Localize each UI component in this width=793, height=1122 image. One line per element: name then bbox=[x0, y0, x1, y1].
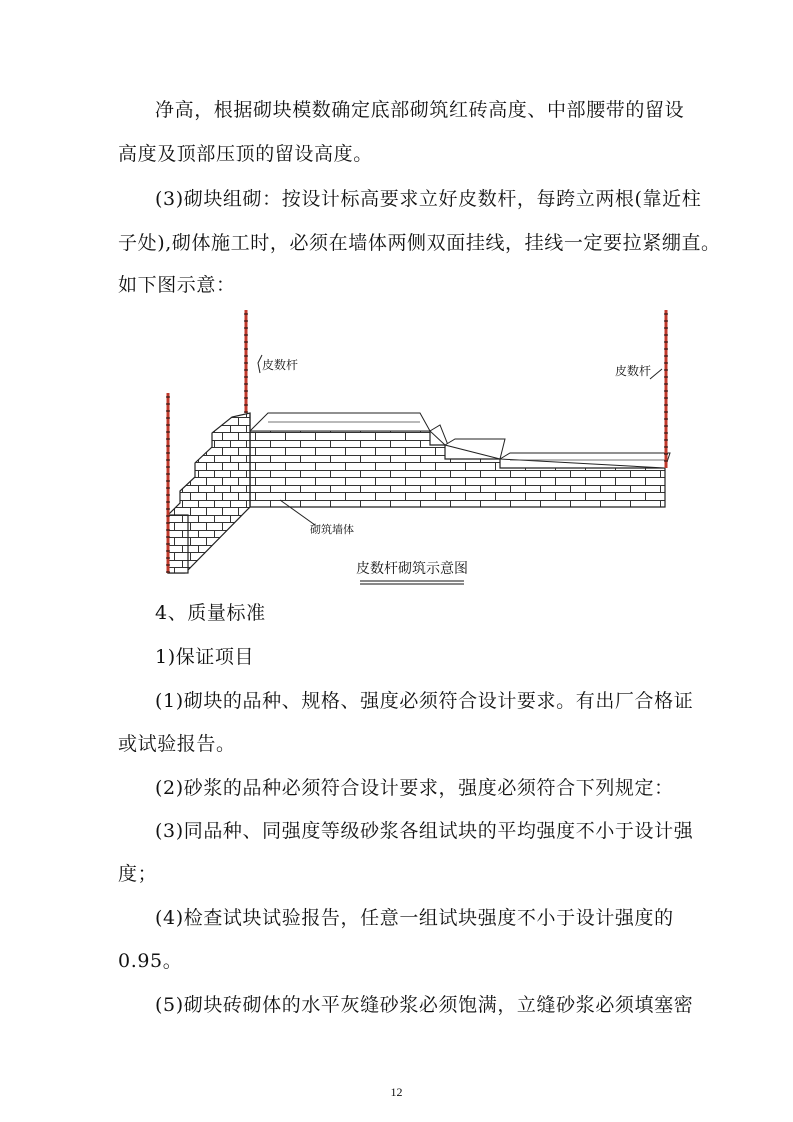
text-line: 0.95。 bbox=[118, 950, 183, 972]
text-line: 净高，根据砌块模数确定底部砌筑红砖高度、中部腰带的留设 bbox=[155, 99, 685, 121]
figure-caption: 皮数杆砌筑示意图 bbox=[356, 561, 468, 577]
text-line: (5)砌块砖砌体的水平灰缝砂浆必须饱满，立缝砂浆必须填塞密 bbox=[155, 994, 694, 1016]
text-line: (3)砌块组砌：按设计标高要求立好皮数杆，每跨立两根(靠近柱 bbox=[155, 188, 702, 210]
text-line: (1)砌块的品种、规格、强度必须符合设计要求。有出厂合格证 bbox=[155, 690, 694, 712]
text-line: 如下图示意： bbox=[118, 274, 236, 296]
text-line: 高度及顶部压顶的留设高度。 bbox=[118, 143, 373, 165]
subsection-heading: 1)保证项目 bbox=[155, 646, 255, 668]
masonry-diagram bbox=[150, 305, 680, 595]
text-line: 度； bbox=[118, 863, 158, 885]
label-pole-right: 皮数杆 bbox=[615, 364, 652, 378]
text-line: (4)检查试块试验报告，任意一组试块强度不小于设计强度的 bbox=[155, 907, 674, 929]
text-line: (3)同品种、同强度等级砂浆各组试块的平均强度不小于设计强 bbox=[155, 820, 694, 842]
text-line: (2)砂浆的品种必须符合设计要求，强度必须符合下列规定： bbox=[155, 777, 674, 799]
text-line: 或试验报告。 bbox=[118, 733, 236, 755]
section-heading: 4、质量标准 bbox=[155, 602, 266, 624]
label-pole-left: 皮数杆 bbox=[262, 358, 299, 372]
text-line: 子处),砌体施工时，必须在墙体两侧双面挂线，挂线一定要拉紧绷直。 bbox=[118, 232, 721, 254]
masonry-figure bbox=[150, 305, 680, 595]
page-number: 12 bbox=[390, 1085, 403, 1099]
label-wall: 砌筑墙体 bbox=[310, 523, 354, 536]
